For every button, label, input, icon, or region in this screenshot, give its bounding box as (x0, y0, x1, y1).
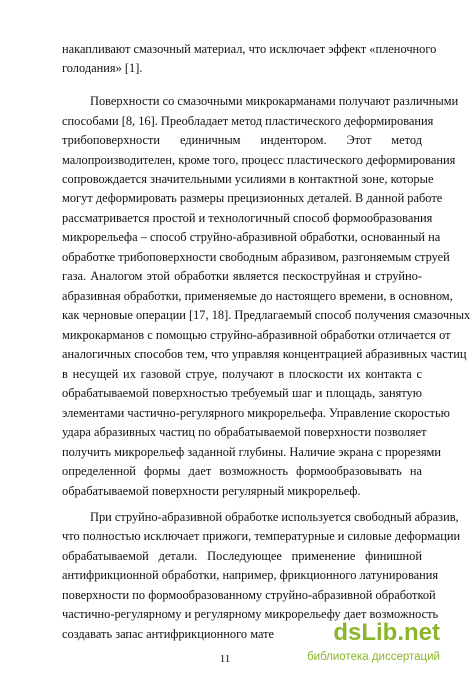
page-number: 11 (219, 653, 231, 665)
text-line: что полностью исключает прижоги, температурные и силовые деформации (62, 529, 461, 543)
text-line: поверхности по формообразованному струйно-абразивной обработкой (62, 588, 436, 602)
text-line: При струйно-абразивной обработке используется свободный абразив, (90, 510, 459, 524)
text-line: обрабатываемой поверхностью требуемый шаг и площадь, занятую (62, 386, 422, 400)
text-line: аналогичных способов тем, что управляя концентрацией абразивных частиц (62, 347, 467, 361)
text-line: создавать запас антифрикционного мате (62, 627, 275, 641)
text-line: обрабатываемой поверхности регулярный микрорельеф. (62, 484, 361, 498)
text-line: сопровождается значительными усилиями в контактной зоне, которые (62, 172, 434, 186)
text-line: частично-регулярному и регулярному микрорельефу дает возможность (62, 607, 439, 621)
text-line: малопроизводителен, кроме того, процесс пластического деформирования (62, 153, 456, 167)
text-line: голодания» [1]. (62, 61, 143, 75)
text-line: накапливают смазочный материал, что исключает эффект «пленочного (62, 42, 437, 56)
text-line: рассматривается простой и технологичный способ формообразования (62, 211, 433, 225)
text-line: микрорельефа – способ струйно-абразивной обработки, основанный на (62, 230, 441, 244)
text-line: обрабатываемой детали. Последующее применение финишной (62, 549, 422, 563)
text-line: как черновые операции [17, 18]. Предлагаемый способ получения смазочных (62, 308, 470, 322)
text-line: могут деформировать размеры прецизионных деталей. В данной работе (62, 191, 443, 205)
text-line: определенной формы дает возможность формообразовывать на (62, 464, 422, 478)
watermark-caption: библиотека диссертаций (307, 651, 440, 663)
text-line: элементами частично-регулярного микрорельефа. Управление скоростью (62, 406, 450, 420)
text-line: Поверхности со смазочными микрокарманами получают различными (90, 94, 459, 108)
text-line: антифрикционной обработки, например, фрикционного латунирования (62, 568, 439, 582)
text-line: получить микрорельеф заданной глубины. Наличие экрана с прорезями (62, 445, 442, 459)
text-line: в несущей их газовой струе, получают в плоскости их контакта с (62, 367, 422, 381)
text-line: микрокарманов с помощью струйно-абразивной обработки отличается от (62, 328, 451, 342)
text-line: удара абразивных частиц по обрабатываемой поверхности позволяет (62, 425, 427, 439)
text-line: трибоповерхности единичным индентором. Этот метод (62, 133, 422, 147)
text-line: абразивная обработки, применяемые до настоящего времени, в основном, (62, 289, 453, 303)
watermark-logo: dsLib.net (333, 619, 440, 646)
text-line: обработке трибоповерхности свободным абразивом, разгоняемым струей (62, 250, 450, 264)
text-line: газа. Аналогом этой обработки является пескоструйная и струйно- (62, 269, 422, 283)
text-line: способами [8, 16]. Преобладает метод пластического деформирования (62, 114, 434, 128)
watermark (307, 619, 450, 681)
